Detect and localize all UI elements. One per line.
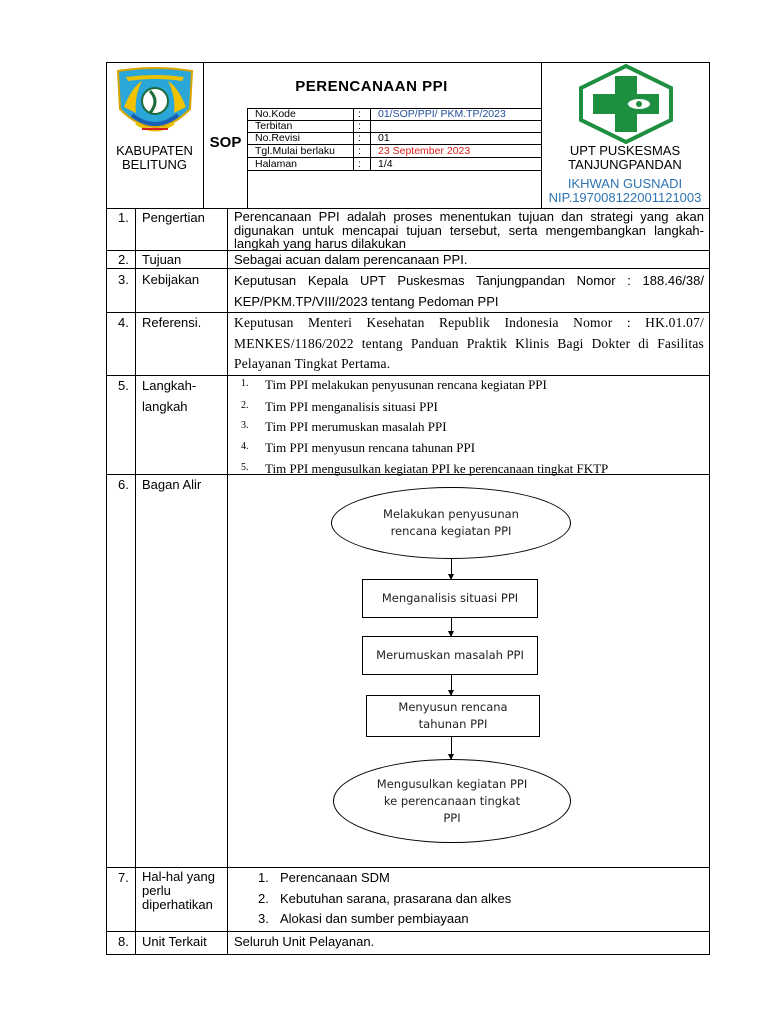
field-value-no-kode: 01/SOP/PPI/ PKM.TP/2023 xyxy=(378,108,506,120)
document-title: PERENCANAAN PPI xyxy=(295,78,448,95)
field-label-no-kode: No.Kode xyxy=(255,108,296,120)
row-label-unit-terkait: Unit Terkait xyxy=(142,934,207,949)
row-number: 2. xyxy=(118,252,129,267)
puskesmas-cross-logo-icon xyxy=(577,64,675,144)
flow-node-text: Menyusun rencana xyxy=(398,700,508,714)
fields-label-divider xyxy=(353,108,354,171)
field-label-no-revisi: No.Revisi xyxy=(255,132,300,144)
organization-name-line1: UPT PUSKESMAS xyxy=(569,143,681,158)
flow-arrow xyxy=(451,559,452,579)
outer-left-border xyxy=(106,62,107,955)
unit-terkait-text: Seluruh Unit Pelayanan. xyxy=(234,934,375,949)
kabupaten-belitung-emblem-icon xyxy=(112,67,198,141)
step-text: Tim PPI menyusun rencana tahunan PPI xyxy=(265,440,476,455)
row-label-bagan-alir: Bagan Alir xyxy=(142,477,202,492)
item-text: Perencanaan SDM xyxy=(280,870,390,885)
step-text: Tim PPI mengusulkan kegiatan PPI ke perencanaan tingkat FKTP xyxy=(265,461,609,476)
flow-node-text: Mengusulkan kegiatan PPI xyxy=(376,776,528,791)
body-bottom-line xyxy=(106,954,710,955)
field-label-terbitan: Terbitan xyxy=(255,120,293,132)
flow-end-node xyxy=(333,759,571,843)
row-line-7 xyxy=(106,931,710,932)
row-label-hal-line3: diperhatikan xyxy=(142,897,213,912)
flow-node-text: Menganalisis situasi PPI xyxy=(381,591,519,605)
label-col-divider xyxy=(227,208,228,954)
step-text: Tim PPI melakukan penyusunan rencana kegiatan PPI xyxy=(265,377,547,392)
field-sep: : xyxy=(358,158,361,170)
step-text: Tim PPI merumuskan masalah PPI xyxy=(265,419,447,434)
step-number: 2. xyxy=(241,400,249,411)
kebijakan-text: Keputusan Kepala UPT Puskesmas Tanjungpandan Nomor : 188.46/38/ KEP/PKM.TP/VIII/2023 tentang Pedoman PPI xyxy=(234,273,704,309)
row-label-langkah-line2: langkah xyxy=(142,399,188,414)
row-number: 7. xyxy=(118,870,129,885)
district-name-line1: KABUPATEN xyxy=(116,143,193,158)
field-value-tgl-mulai: 23 September 2023 xyxy=(378,145,471,157)
row-number: 4. xyxy=(118,315,129,330)
fields-sep-divider xyxy=(370,108,371,171)
outer-top-border xyxy=(106,62,710,63)
item-number: 3. xyxy=(258,911,269,926)
flow-step-node xyxy=(362,636,538,675)
row-label-langkah-line1: Langkah- xyxy=(142,378,197,393)
flow-node-text: Merumuskan masalah PPI xyxy=(376,648,524,662)
signer-name: IKHWAN GUSNADI xyxy=(567,176,683,191)
row-line-6 xyxy=(106,867,710,868)
row-line-4 xyxy=(106,375,710,376)
flow-node-text: tahunan PPI xyxy=(418,717,488,731)
item-text: Alokasi dan sumber pembiayaan xyxy=(280,911,469,926)
field-label-halaman: Halaman xyxy=(255,158,298,170)
district-name-line2: BELITUNG xyxy=(121,157,187,172)
step-number: 3. xyxy=(241,420,249,431)
field-value-halaman: 1/4 xyxy=(378,158,393,170)
item-text: Kebutuhan sarana, prasarana dan alkes xyxy=(280,891,512,906)
flow-arrow xyxy=(451,675,452,695)
flow-node-text: ke perencanaan tingkat xyxy=(383,793,521,808)
field-label-tgl-mulai: Tgl.Mulai berlaku xyxy=(255,145,335,157)
row-label-pengertian: Pengertian xyxy=(142,210,205,225)
flow-node-text: rencana kegiatan PPI xyxy=(390,524,512,538)
pengertian-text: Perencanaan PPI adalah proses menentukan tujuan dan strategi yang akan digunakan untuk mencapai tujuan tersebut, serta mengembangkan langkah-langkah yang harus dilakukan xyxy=(234,209,704,251)
flow-start-node xyxy=(331,487,571,559)
sop-label: SOP xyxy=(209,134,242,151)
flow-node-text: Melakukan penyusunan xyxy=(383,507,519,521)
num-col-divider xyxy=(135,208,136,954)
field-sep: : xyxy=(358,132,361,144)
row-number: 5. xyxy=(118,378,129,393)
field-sep: : xyxy=(358,145,361,157)
flow-node-text: PPI xyxy=(443,810,461,825)
row-number: 3. xyxy=(118,272,129,287)
item-number: 1. xyxy=(258,870,269,885)
field-sep: : xyxy=(358,120,361,132)
organization-name-line2: TANJUNGPANDAN xyxy=(568,157,682,172)
flow-arrow xyxy=(451,737,452,759)
item-number: 2. xyxy=(258,891,269,906)
field-value-no-revisi: 01 xyxy=(378,132,390,144)
step-text: Tim PPI menganalisis situasi PPI xyxy=(265,399,438,414)
row-label-kebijakan: Kebijakan xyxy=(142,272,200,287)
row-label-referensi: Referensi. xyxy=(142,315,202,330)
step-number: 5. xyxy=(241,462,249,473)
signer-nip: NIP.197008122001121003 xyxy=(548,190,702,205)
field-line-5 xyxy=(247,170,541,171)
outer-right-border xyxy=(709,62,710,955)
row-label-hal-line1: Hal-hal yang xyxy=(142,869,215,884)
flow-arrow xyxy=(451,618,452,636)
row-label-hal-line2: perlu xyxy=(142,883,171,898)
row-number: 1. xyxy=(118,210,129,225)
flow-step-node xyxy=(362,579,538,618)
row-number: 6. xyxy=(118,477,129,492)
tujuan-text: Sebagai acuan dalam perencanaan PPI. xyxy=(234,252,468,267)
flow-step-node xyxy=(366,695,540,737)
row-label-tujuan: Tujuan xyxy=(142,252,182,267)
step-number: 4. xyxy=(241,441,249,452)
field-sep: : xyxy=(358,108,361,120)
referensi-text: Keputusan Menteri Kesehatan Republik Indonesia Nomor : HK.01.07/ MENKES/1186/2022 tentang Panduan Praktik Klinis Bagi Dokter di Fasilitas Pelayanan Tingkat Pertama. xyxy=(234,315,704,371)
row-number: 8. xyxy=(118,934,129,949)
step-number: 1. xyxy=(241,378,249,389)
fields-left-line xyxy=(247,108,248,208)
row-line-2 xyxy=(106,268,710,269)
